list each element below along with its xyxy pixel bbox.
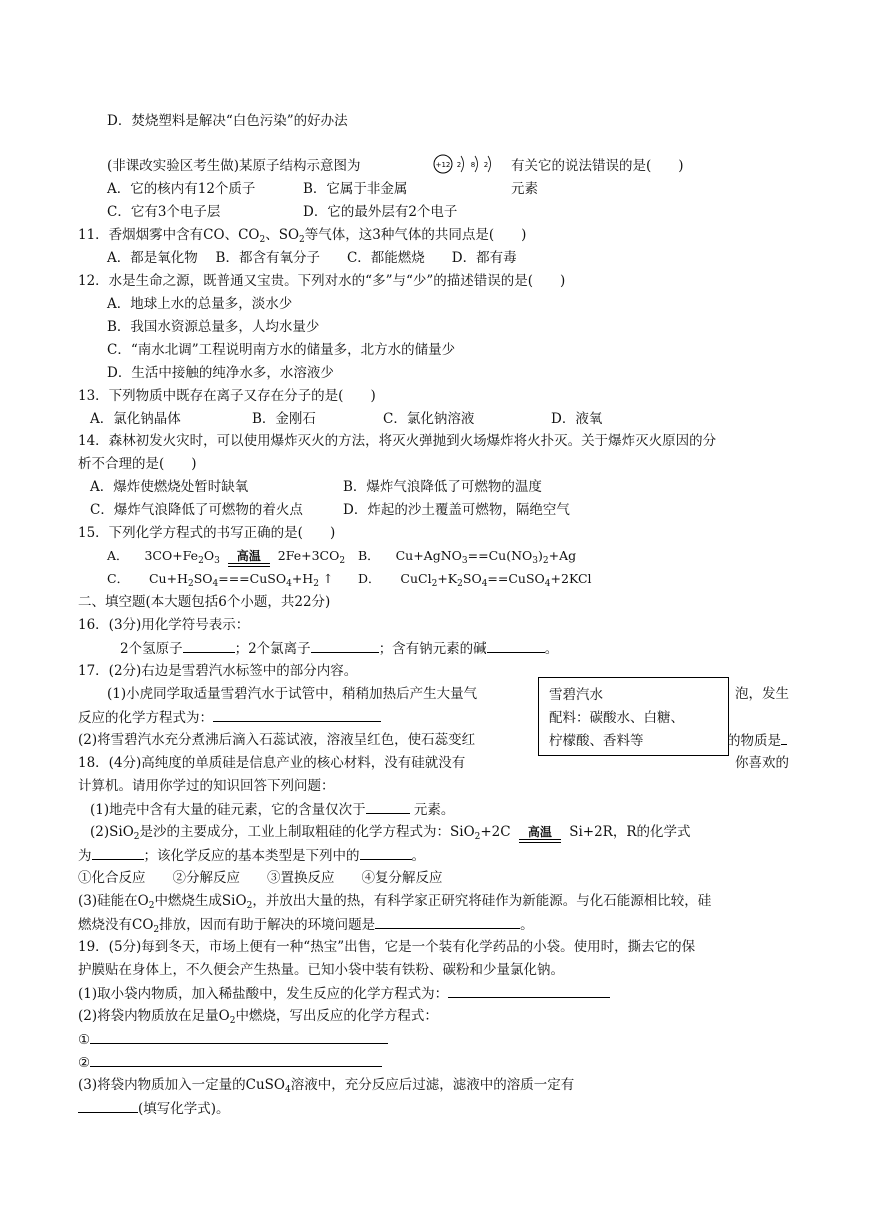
q19-part2-eq2: ② bbox=[78, 1053, 382, 1072]
q13-option-a: A．氯化钠晶体 bbox=[90, 411, 181, 427]
q10-option-d: D．它的最外层有2个电子 bbox=[303, 204, 458, 220]
q12-stem: 12．水是生命之源，既普通又宝贵。下列对水的“多”与“少”的描述错误的是( ) bbox=[78, 273, 566, 289]
q18-stem: 18．(4分)高纯度的单质硅是信息产业的核心材料，没有硅就没有 bbox=[78, 755, 466, 771]
q13-option-d: D．液氧 bbox=[551, 411, 603, 427]
q13-option-b: B．金刚石 bbox=[252, 411, 316, 427]
q18-stem-2: 计算机。请用你学过的知识回答下列问题： bbox=[78, 778, 335, 794]
answer-blank[interactable] bbox=[311, 639, 379, 653]
high-temp-condition: 高温 bbox=[519, 826, 561, 843]
section-2-heading: 二、填空题(本大题包括6个小题，共22分) bbox=[78, 594, 331, 610]
q17-part1-cont: 泡，发生 bbox=[735, 686, 789, 702]
q10-option-b: B．它属于非金属 bbox=[303, 181, 408, 197]
q18-part1: (1)地壳中含有大量的硅元素，它的含量仅次于 元素。 bbox=[90, 802, 455, 818]
q17-part1: (1)小虎同学取适量雪碧汽水于试管中，稍稍加热后产生大量气 bbox=[107, 686, 478, 702]
q15-stem: 15．下列化学方程式的书写正确的是( ) bbox=[78, 525, 336, 541]
q18-reaction-types: ①化合反应 ②分解反应 ③置换反应 ④复分解反应 bbox=[78, 870, 443, 886]
q19-part2-eq1: ① bbox=[78, 1030, 388, 1049]
answer-blank[interactable] bbox=[90, 1030, 388, 1044]
label-title: 雪碧汽水 bbox=[549, 687, 603, 703]
answer-blank[interactable] bbox=[375, 915, 520, 929]
q19-part1: (1)取小袋内物质，加入稀盐酸中，发生反应的化学方程式为： bbox=[78, 984, 610, 1003]
q14-stem-1: 14．森林初发火灾时，可以使用爆炸灭火的方法，将灭火弹抛到火场爆炸将火扑灭。关于爆炸灭火原因的分 bbox=[78, 433, 717, 449]
q18-stem-cont: 你喜欢的 bbox=[735, 755, 789, 771]
q15-option-c: C． $Cu+H_2SO_4===CuSO_4+H_2$ ↑ bbox=[107, 571, 334, 589]
answer-blank[interactable] bbox=[90, 1053, 382, 1067]
q10-tail: 有关它的说法错误的是( ) bbox=[511, 158, 684, 174]
q14-option-d: D．炸起的沙土覆盖可燃物，隔绝空气 bbox=[343, 502, 570, 518]
q19-stem-2: 护膜贴在身体上，不久便会产生热量。已知小袋中装有铁粉、碳粉和少量氯化钠。 bbox=[78, 962, 564, 978]
answer-blank[interactable] bbox=[78, 1099, 138, 1113]
q13-option-c: C．氯化钠溶液 bbox=[383, 411, 475, 427]
q12-option-b: B．我国水资源总量多，人均水量少 bbox=[107, 319, 320, 335]
label-ingredients-2: 柠檬酸、香料等 bbox=[549, 733, 644, 749]
q12-option-c: C．“南水北调”工程说明南方水的储量多，北方水的储量少 bbox=[107, 342, 456, 358]
q19-part2: (2)将袋内物质放在足量$O_2$中燃烧，写出反应的化学方程式： bbox=[78, 1008, 438, 1026]
svg-text:8: 8 bbox=[470, 161, 476, 169]
q14-option-a: A．爆炸使燃烧处暂时缺氧 bbox=[90, 479, 249, 495]
answer-blank[interactable] bbox=[487, 639, 545, 653]
sprite-label-box bbox=[538, 677, 729, 756]
answer-blank[interactable] bbox=[213, 708, 381, 722]
answer-blank[interactable] bbox=[366, 800, 410, 814]
answer-blank[interactable] bbox=[360, 846, 412, 860]
answer-blank[interactable] bbox=[183, 639, 235, 653]
q10-intro: (非课改实验区考生做)某原子结构示意图为 bbox=[107, 158, 361, 174]
q16-blanks: 2个氢原子 ；2个氯离子 ；含有钠元素的碱 。 bbox=[120, 641, 559, 657]
q18-part2: (2)SiO$_2$是沙的主要成分，工业上制取粗硅的化学方程式为：SiO$_2$+2C 高温 Si+2R，R的化学式 bbox=[90, 824, 691, 842]
q13-stem: 13．下列物质中既存在离子又存在分子的是( ) bbox=[78, 388, 376, 404]
q17-part1-eq: 反应的化学方程式为： bbox=[78, 708, 381, 727]
q14-option-c: C．爆炸气浪降低了可燃物的着火点 bbox=[90, 502, 303, 518]
q16-stem: 16．(3分)用化学符号表示： bbox=[78, 617, 250, 633]
q18-part2-cont: 为 ；该化学反应的基本类型是下列中的 。 bbox=[78, 848, 425, 864]
q19-part3: (3)将袋内物质加入一定量的CuSO$_4$溶液中，充分反应后过滤，滤液中的溶质一定有 bbox=[78, 1077, 575, 1095]
q17-part2-cont: 的物质是 bbox=[727, 731, 787, 750]
q14-option-b: B．爆炸气浪降低了可燃物的温度 bbox=[343, 479, 542, 495]
q15-option-a: A． $3CO+Fe_2O_3$ 高温 $2Fe+3CO_2$ bbox=[107, 548, 346, 566]
q18-part3-cont: 燃烧没有$CO_2$排放，因而有助于解决的环境问题是 。 bbox=[78, 917, 534, 935]
atom-structure-diagram bbox=[432, 154, 494, 186]
q10-option-c: C．它有3个电子层 bbox=[107, 204, 221, 220]
q18-part3: (3)硅能在$O_2$中燃烧生成SiO$_2$，并放出大量的热，有科学家正研究将硅作为新能源。与化石能源相比较，硅 bbox=[78, 893, 712, 911]
answer-blank[interactable] bbox=[448, 984, 610, 998]
q12-option-d: D．生活中接触的纯净水多，水溶液少 bbox=[107, 365, 334, 381]
svg-text:+12: +12 bbox=[435, 161, 451, 169]
svg-text:2: 2 bbox=[483, 161, 489, 169]
q10-option-b-cont: 元素 bbox=[511, 181, 538, 197]
answer-blank[interactable] bbox=[781, 731, 787, 745]
q11-stem: 11．香烟烟雾中含有CO、$CO_2$、$SO_2$等气体，这3种气体的共同点是( ) bbox=[78, 227, 527, 245]
option-d-text: D．焚烧塑料是解决“白色污染”的好办法 bbox=[107, 113, 348, 129]
svg-text:2: 2 bbox=[456, 161, 462, 169]
q10-option-a: A．它的核内有12个质子 bbox=[107, 181, 256, 197]
q15-option-d: D． $CuCl_2+K_2SO_4==CuSO_4+2KCl$ bbox=[358, 571, 592, 589]
q12-option-a: A．地球上水的总量多，淡水少 bbox=[107, 296, 293, 312]
q19-part3-cont: (填写化学式)。 bbox=[78, 1099, 230, 1118]
q19-stem-1: 19．(5分)每到冬天，市场上便有一种“热宝”出售，它是一个装有化学药品的小袋。使用时，撕去它的保 bbox=[78, 939, 696, 955]
q15-option-b: B． $Cu+AgNO_3==Cu(NO_3)_2+Ag$ bbox=[358, 548, 577, 566]
q11-options: A．都是氧化物 B．都含有氧分子 C．都能燃烧 D．都有毒 bbox=[107, 250, 517, 266]
high-temp-condition: 高温 bbox=[228, 550, 270, 567]
label-ingredients-1: 配料：碳酸水、白糖、 bbox=[549, 710, 684, 726]
q17-stem: 17．(2分)右边是雪碧汽水标签中的部分内容。 bbox=[78, 663, 358, 679]
q14-stem-2: 析不合理的是( ) bbox=[78, 456, 197, 472]
q17-part2: (2)将雪碧汽水充分煮沸后滴入石蕊试液，溶液呈红色，使石蕊变红 bbox=[78, 732, 476, 748]
answer-blank[interactable] bbox=[92, 846, 144, 860]
